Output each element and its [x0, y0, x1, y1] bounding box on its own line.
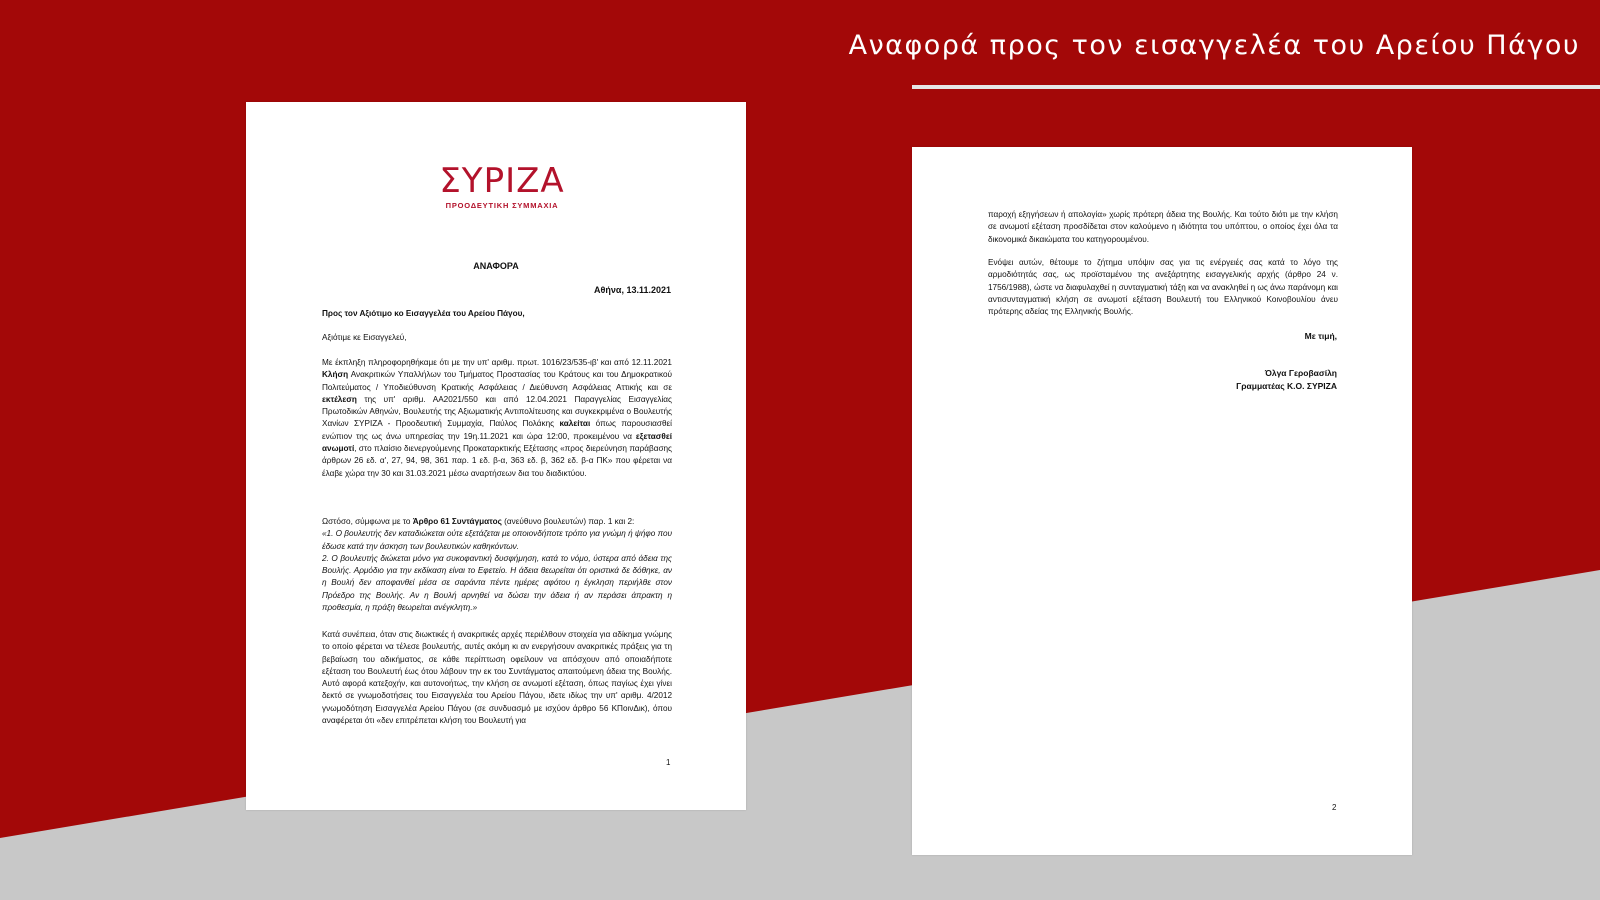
- p2-paragraph-2: Ενόψει αυτών, θέτουμε το ζήτημα υπόψιν σας για τις ενέργειές σας κατά το λόγο της αρμοδιότητάς σας, ως προϊσταμένου της ανεξάρτητης εισαγγελικής αρχής (άρθρο 24 ν. 1756/1988), ώστε να διαφυλαχθεί η συνταγματική τάξη και να ανακληθεί η ως άνω παράνομη και αντισυνταγματική κλήση σε ανωμοτί εξέταση Βουλευτή του Ελληνικού Κοινοβουλίου άνευ πρότερης αδείας της Ελληνικής Βουλής.: [988, 258, 1338, 317]
- paragraph-1: [322, 357, 672, 480]
- p1-text: Με έκπληξη πληροφορηθήκαμε ότι με την υπ' αριθμ. πρωτ. 1016/23/535-ιβ' και από 12.11.2021: [322, 358, 672, 367]
- page-number: 1: [666, 758, 671, 767]
- p1-text: , στο πλαίσιο διενεργούμενης Προκαταρκτικής Εξέτασης «προς διερεύνηση παράβασης άρθρων 26 εδ. α', 27, 94, 98, 361 παρ. 1 εδ. β-α, 363 εδ. β, 362 εδ. β-α ΠΚ» που φέρεται να έλαβε χώρα την 30 και 31.03.2021 μέσω αναρτήσεων δια του διαδικτύου.: [322, 444, 672, 478]
- salutation-line: Αξιότιμε κε Εισαγγελεύ,: [322, 333, 407, 342]
- page-number: 2: [1332, 803, 1337, 812]
- p2-text: (ανεύθυνο βουλευτών) παρ. 1 και 2:: [501, 517, 635, 526]
- document-title: ΑΝΑΦΟΡΑ: [473, 261, 519, 271]
- document-page-1: [246, 102, 746, 810]
- p1-emph-ektelesi: εκτέλεση: [322, 394, 357, 404]
- paragraph-2: [322, 516, 672, 614]
- document-page-2: [912, 147, 1412, 855]
- p2-paragraph-1: παροχή εξηγήσεων ή απολογία» χωρίς πρότερη άδεια της Βουλής. Και τούτο διότι με την κλήση σε ανωμοτί εξέταση προσδίδεται στον καλούμενο η ιδιότητα του υπόπτου, ο οποίος έχει όλα τα δικονομικά δικαιώματα του κατηγορουμένου.: [988, 210, 1338, 244]
- closing-line: Με τιμή,: [1304, 331, 1337, 341]
- paragraph-3: Κατά συνέπεια, όταν στις διωκτικές ή ανακριτικές αρχές περιέλθουν στοιχεία για αδίκημα γνώμης το οποίο φέρεται να τέλεσε βουλευτής, αυτές ακόμη κι αν ενεργήσουν ανακριτικές πράξεις για τη βεβαίωση του αδικήματος, σε κάθε περίπτωση οφείλουν να απόσχουν από οποιαδήποτε εξέταση του Βουλευτή έως ότου λάβουν την εκ του Συντάγματος απαιτούμενη άδεια της Βουλής. Αυτό αφορά κατεξοχήν, και αυτονοήτως, την κλήση σε ανωμοτί εξέταση, όπως παγίως έχει γίνει δεκτό σε γνωμοδοτήσεις του Εισαγγελέα του Αρείου Πάγου, ιδετε ιδίως την υπ' αριθμ. 4/2012 γνωμοδότηση Εισαγγελέα Αρείου Πάγου (σε συνδυασμό με ισχύον άρθρο 56 ΚΠοινΔικ), όπου αναφέρεται ότι «δεν επιτρέπεται κλήση του Βουλευτή για: [322, 630, 672, 726]
- constitution-quote-1: «1. Ο βουλευτής δεν καταδιώκεται ούτε εξετάζεται με οποιονδήποτε τρόπο για γνώμη ή ψήφο που έδωσε κατά την άσκηση των βουλευτικών καθηκόντων.: [322, 529, 673, 551]
- logo-wordmark: ΣΥΡΙΖΑ: [439, 161, 565, 201]
- addressee-line: Προς τον Αξιότιμο κο Εισαγγελέα του Αρείου Πάγου,: [322, 309, 525, 318]
- p1-emph-kaleitai: καλείται: [559, 419, 591, 429]
- presentation-title: Αναφορά προς τον εισαγγελέα του Αρείου Πάγου: [848, 30, 1580, 61]
- signer-role: Γραμματέας Κ.Ο. ΣΥΡΙΖΑ: [1236, 381, 1337, 391]
- p1-emph-exetasthei: εξετασθεί ανωμοτί: [322, 431, 672, 454]
- signer-name: Όλγα Γεροβασίλη: [1264, 368, 1337, 378]
- title-underline: [912, 85, 1600, 89]
- p1-emph-klisi: Κλήση: [322, 370, 349, 380]
- syriza-logo: [432, 161, 572, 210]
- constitution-quote-2: 2. Ο βουλευτής διώκεται μόνο για συκοφαντική δυσφήμηση, κατά το νόμο, ύστερα από άδεια της Βουλής. Αρμόδιο για την εκδίκαση είναι το Εφετείο. Η άδεια θεωρείται ότι οριστικά δε δόθηκε, αν η Βουλή δεν αποφανθεί μέσα σε σαράντα πέντε ημέρες αφότου η έγκληση περιήλθε στον Πρόεδρο της Βουλής. Αν η Βουλή αρνηθεί να δώσει την άδεια ή αν περάσει άπρακτη η προθεσμία, η πράξη θεωρείται ανέγκλητη.»: [322, 553, 672, 613]
- document-date: Αθήνα, 13.11.2021: [594, 285, 671, 295]
- p1-text: της υπ' αριθμ. ΑΑ2021/550 και από 12.04.2021 Παραγγελίας Εισαγγελίας Πρωτοδικών Αθηνών, Βουλευτής της Αξιωματικής Αντιπολίτευσης και συγκεκριμένα ο Βουλευτής Χανίων ΣΥΡΙΖΑ - Προοδευτική Συμμαχία, Παύλος Πολάκης: [322, 394, 672, 429]
- p2-emph-article: Άρθρο 61 Συντάγματος: [412, 517, 502, 526]
- logo-subtitle: ΠΡΟΟΔΕΥΤΙΚΗ ΣΥΜΜΑΧΙΑ: [445, 201, 559, 210]
- p1-text: όπως παρουσιασθεί ενώπιον της ως άνω υπηρεσίας την 19η.11.2021 και ώρα 12:00, προκειμένου να: [322, 419, 672, 441]
- p2-text: Ωστόσο, σύμφωνα με το: [322, 517, 413, 526]
- p1-text: Ανακριτικών Υπαλλήλων του Τμήματος Προστασίας του Κράτους και του Δημοκρατικού Πολιτεύματος / Υποδιεύθυνση Κρατικής Ασφάλειας / Διεύθυνση Ασφάλειας Αττικής και σε: [322, 370, 672, 392]
